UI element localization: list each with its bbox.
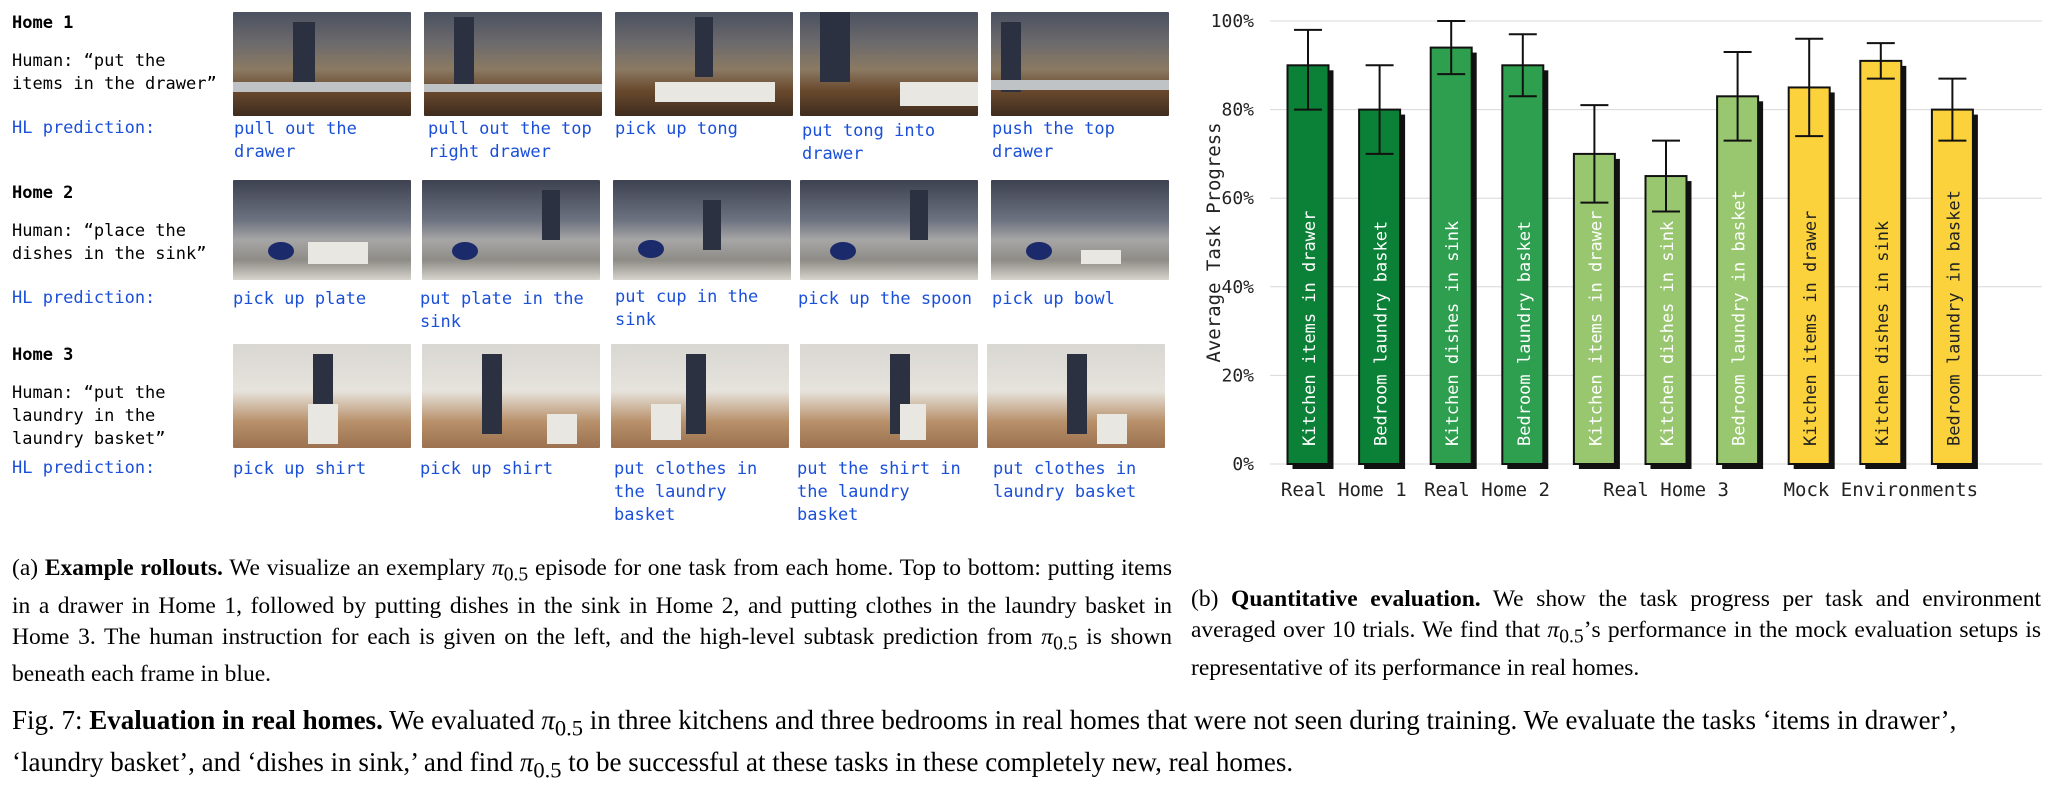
home-3-frame-1	[233, 344, 411, 448]
home-3-title: Home 3	[12, 345, 74, 365]
y-tick-label: 40%	[1221, 276, 1254, 298]
home-3-frame-4	[800, 344, 978, 448]
home-2-pred-5: pick up bowl	[992, 289, 1115, 309]
bar-label: Bedroom laundry in basket	[1944, 190, 1965, 446]
home-2-hl-label: HL prediction:	[12, 288, 156, 308]
y-tick-label: 60%	[1221, 188, 1254, 210]
home-1-pred-5: push the top drawer	[992, 119, 1115, 162]
y-tick-label: 0%	[1232, 454, 1254, 475]
y-tick-label: 100%	[1210, 11, 1254, 32]
y-tick-label: 20%	[1221, 365, 1254, 387]
bar-label: Kitchen items in drawer	[1801, 210, 1822, 446]
caption-a-title: Example rollouts.	[44, 555, 223, 581]
home-3-frame-2	[422, 344, 600, 448]
group-label: Real Home 1	[1280, 479, 1407, 501]
figure-caption: Fig. 7: Evaluation in real homes. We evaluated $\pi_{0.5}$ in three kitchens and three bedrooms in real homes that were not seen during training. We evaluate the tasks ‘items in drawer’, ‘laundry basket’, and ‘dishes in sink,’ and find $\pi_{0.5}$ to be successful at these tasks in these completely new, real homes.	[12, 705, 1957, 783]
home-2-pred-2: put plate in the sink	[420, 289, 584, 332]
home-3-pred-5: put clothes in laundry basket	[993, 459, 1137, 502]
bar-label: Kitchen dishes in sink	[1658, 220, 1678, 446]
home-2-frame-2	[422, 180, 600, 280]
home-2-frame-4	[800, 180, 978, 280]
caption-b: (b) Quantitative evaluation. We show the task progress per task and environment averaged over 10 trials. We find that $\pi_{0.5}’s$ performance in the mock evaluation setups is representative of its performance in real homes.	[1191, 586, 2041, 681]
task-progress-chart	[1190, 0, 2052, 520]
group-label: Real Home 2	[1424, 479, 1550, 501]
home-3-instruction: Human: “put the laundry in the laundry basket”	[12, 383, 166, 449]
bar-label: Kitchen items in drawer	[1586, 210, 1607, 446]
bar-label: Kitchen items in drawer	[1300, 210, 1320, 446]
home-1-frame-1	[233, 12, 411, 116]
home-1-frame-3	[615, 12, 793, 116]
home-1-frame-2	[424, 12, 602, 116]
bar-label: Kitchen dishes in sink	[1872, 220, 1893, 446]
home-2-frame-5	[991, 180, 1169, 280]
y-tick-label: 80%	[1221, 99, 1254, 121]
y-axis-label: Average Task Progress	[1203, 122, 1225, 363]
bar-label: Kitchen dishes in sink	[1443, 220, 1464, 446]
home-3-pred-3: put clothes in the laundry basket	[614, 459, 758, 525]
home-2-frame-3	[613, 180, 791, 280]
home-2-instruction: Human: “place the dishes in the sink”	[12, 221, 207, 264]
home-2-pred-3: put cup in the sink	[615, 287, 759, 330]
home-1-pred-1: pull out the drawer	[234, 119, 357, 162]
home-1-pred-3: pick up tong	[615, 119, 738, 139]
bar-label: Bedroom laundry in basket	[1729, 190, 1750, 446]
home-3-pred-1: pick up shirt	[233, 459, 367, 479]
bar-label: Bedroom laundry basket	[1371, 220, 1392, 446]
home-3-frame-5	[987, 344, 1165, 448]
bar-label: Bedroom laundry basket	[1514, 220, 1535, 446]
home-1-pred-4: put tong into drawer	[802, 121, 936, 164]
home-2-frame-1	[233, 180, 411, 280]
home-2-pred-4: pick up the spoon	[798, 289, 972, 309]
home-1-title: Home 1	[12, 13, 74, 33]
group-label: Real Home 3	[1603, 479, 1729, 501]
home-1-frame-5	[991, 12, 1169, 116]
home-3-pred-2: pick up shirt	[420, 459, 554, 479]
home-1-pred-2: pull out the top right drawer	[428, 119, 592, 162]
home-3-pred-4: put the shirt in the laundry basket	[797, 459, 961, 525]
home-3-frame-3	[611, 344, 789, 448]
caption-a: (a) Example rollouts. We visualize an exemplary $\pi_{0.5}$ episode for one task from each home. Top to bottom: putting items in a drawer in Home 1, followed by putting dishes in the sink in Home 2, and putting clothes in the laundry basket in Home 3. The human instruction for each is given on the left, and the high-level subtask prediction from $\pi_{0.5}$ is shown beneath each frame in blue.	[12, 555, 1172, 688]
group-label: Mock Environments	[1783, 479, 1979, 501]
home-1-frame-4	[800, 12, 978, 116]
home-1-hl-label: HL prediction:	[12, 118, 156, 138]
home-3-hl-label: HL prediction:	[12, 458, 156, 478]
home-2-title: Home 2	[12, 183, 74, 203]
figure-caption-title: Evaluation in real homes.	[89, 705, 383, 735]
home-2-pred-1: pick up plate	[233, 289, 367, 309]
caption-b-title: Quantitative evaluation.	[1231, 586, 1481, 612]
home-1-instruction: Human: “put the items in the drawer”	[12, 51, 217, 94]
